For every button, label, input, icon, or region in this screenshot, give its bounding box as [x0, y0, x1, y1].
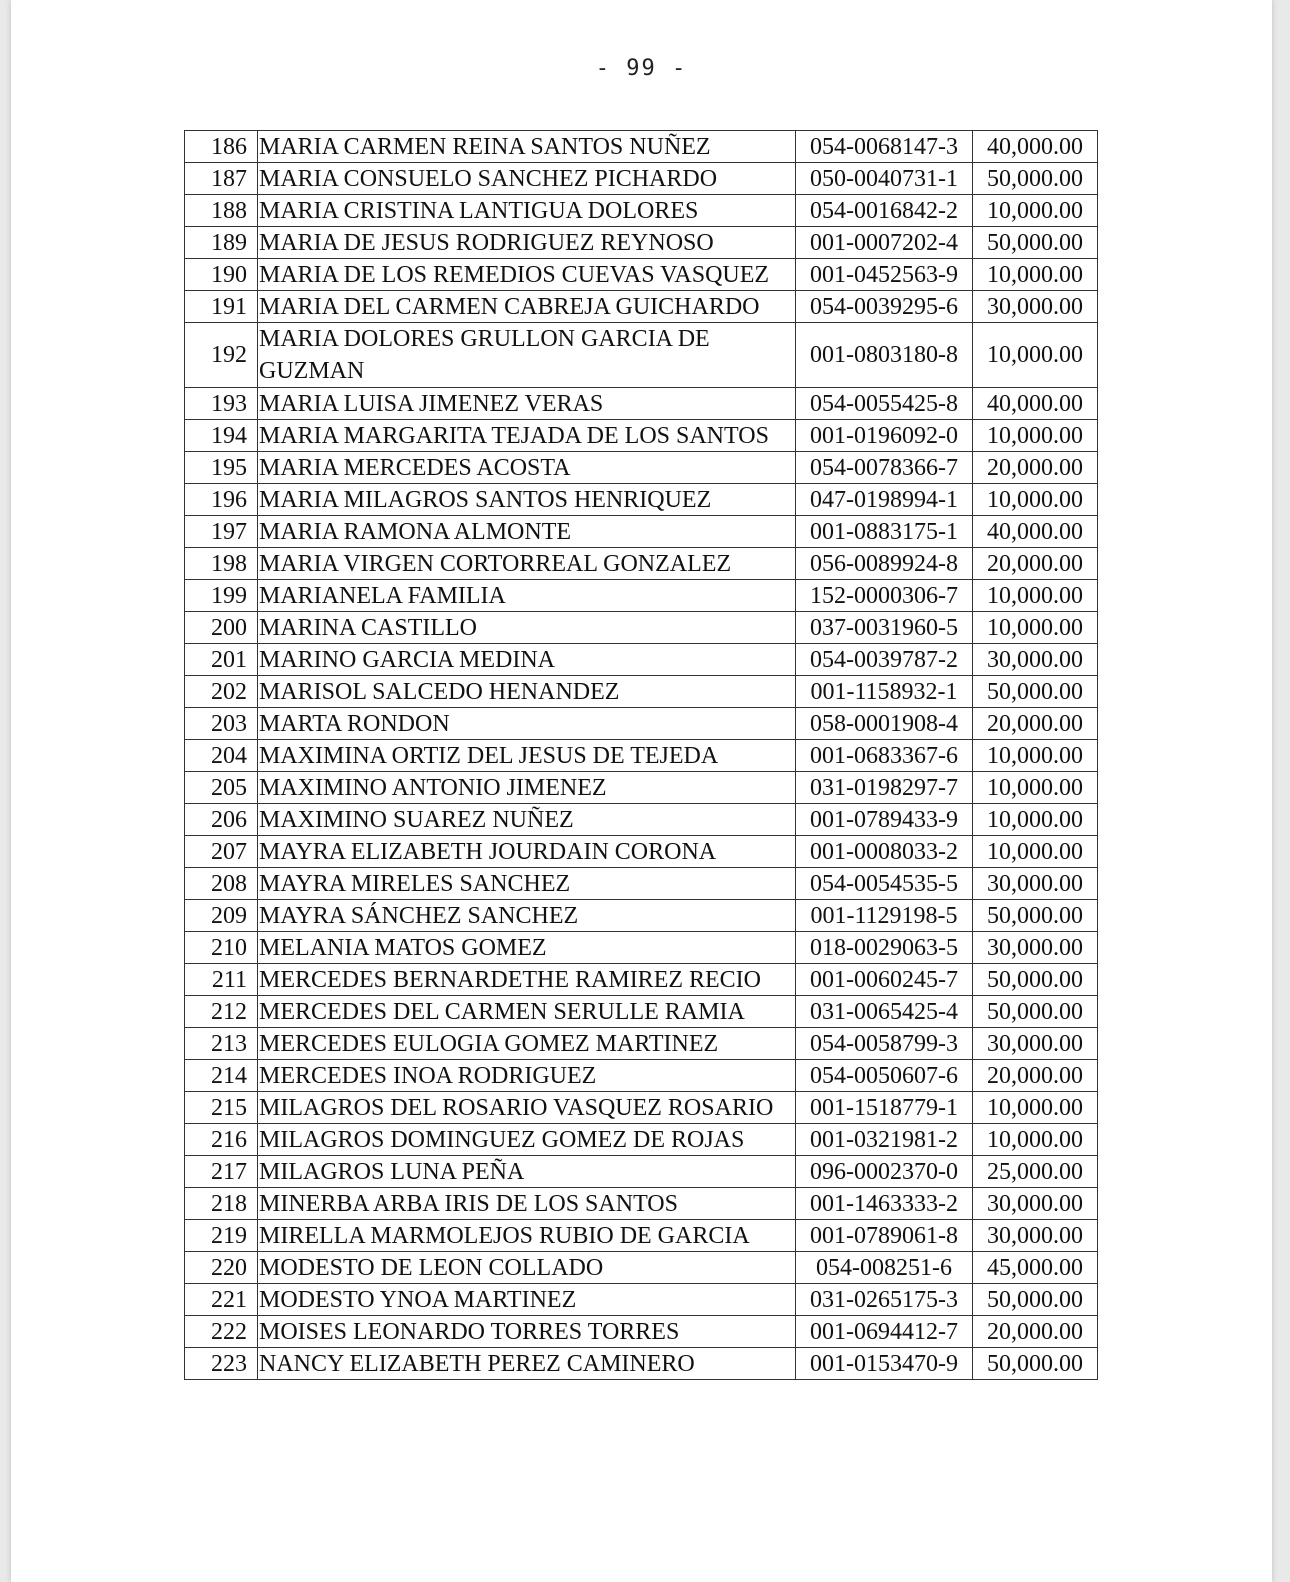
person-name: MARIA VIRGEN CORTORREAL GONZALEZ [258, 548, 796, 580]
row-number: 196 [185, 484, 258, 516]
row-number: 220 [185, 1252, 258, 1284]
amount: 30,000.00 [973, 868, 1098, 900]
row-number: 221 [185, 1284, 258, 1316]
row-number: 210 [185, 932, 258, 964]
amount: 50,000.00 [973, 996, 1098, 1028]
id-number: 001-0803180-8 [796, 323, 973, 388]
table-row [185, 740, 1098, 772]
amount: 40,000.00 [973, 388, 1098, 420]
id-number: 001-0060245-7 [796, 964, 973, 996]
amount: 10,000.00 [973, 612, 1098, 644]
row-number: 222 [185, 1316, 258, 1348]
person-name: MAXIMINA ORTIZ DEL JESUS DE TEJEDA [258, 740, 796, 772]
id-number: 054-0054535-5 [796, 868, 973, 900]
amount: 25,000.00 [973, 1156, 1098, 1188]
id-number: 001-1158932-1 [796, 676, 973, 708]
person-name: MARIA MARGARITA TEJADA DE LOS SANTOS [258, 420, 796, 452]
row-number: 201 [185, 644, 258, 676]
id-number: 001-0883175-1 [796, 516, 973, 548]
table-row [185, 1348, 1098, 1380]
person-name: MAXIMINO ANTONIO JIMENEZ [258, 772, 796, 804]
table-row [185, 708, 1098, 740]
id-number: 001-0007202-4 [796, 227, 973, 259]
amount: 50,000.00 [973, 1348, 1098, 1380]
row-number: 186 [185, 131, 258, 163]
amount: 10,000.00 [973, 484, 1098, 516]
table-row [185, 1252, 1098, 1284]
table-row [185, 484, 1098, 516]
amount: 30,000.00 [973, 1188, 1098, 1220]
amount: 50,000.00 [973, 1284, 1098, 1316]
person-name: MARIA CARMEN REINA SANTOS NUÑEZ [258, 131, 796, 163]
amount: 30,000.00 [973, 291, 1098, 323]
table-row [185, 163, 1098, 195]
table-row [185, 227, 1098, 259]
person-name: MARIA MERCEDES ACOSTA [258, 452, 796, 484]
table-row [185, 452, 1098, 484]
row-number: 188 [185, 195, 258, 227]
row-number: 216 [185, 1124, 258, 1156]
id-number: 096-0002370-0 [796, 1156, 973, 1188]
table-row [185, 836, 1098, 868]
person-name: MIRELLA MARMOLEJOS RUBIO DE GARCIA [258, 1220, 796, 1252]
id-number: 001-1129198-5 [796, 900, 973, 932]
person-name: MERCEDES INOA RODRIGUEZ [258, 1060, 796, 1092]
table-row [185, 388, 1098, 420]
amount: 50,000.00 [973, 227, 1098, 259]
id-number: 058-0001908-4 [796, 708, 973, 740]
row-number: 223 [185, 1348, 258, 1380]
id-number: 001-0694412-7 [796, 1316, 973, 1348]
person-name: MAXIMINO SUAREZ NUÑEZ [258, 804, 796, 836]
amount: 20,000.00 [973, 452, 1098, 484]
row-number: 194 [185, 420, 258, 452]
amount: 10,000.00 [973, 740, 1098, 772]
row-number: 198 [185, 548, 258, 580]
id-number: 001-1518779-1 [796, 1092, 973, 1124]
row-number: 192 [185, 323, 258, 388]
person-name: MOISES LEONARDO TORRES TORRES [258, 1316, 796, 1348]
id-number: 050-0040731-1 [796, 163, 973, 195]
row-number: 215 [185, 1092, 258, 1124]
row-number: 200 [185, 612, 258, 644]
person-name: MILAGROS LUNA PEÑA [258, 1156, 796, 1188]
person-name: MARINA CASTILLO [258, 612, 796, 644]
id-number: 054-0055425-8 [796, 388, 973, 420]
id-number: 054-0058799-3 [796, 1028, 973, 1060]
table-row [185, 1060, 1098, 1092]
person-name: MARIA RAMONA ALMONTE [258, 516, 796, 548]
amount: 30,000.00 [973, 932, 1098, 964]
row-number: 206 [185, 804, 258, 836]
amount: 10,000.00 [973, 259, 1098, 291]
person-name: MINERBA ARBA IRIS DE LOS SANTOS [258, 1188, 796, 1220]
row-number: 205 [185, 772, 258, 804]
person-name: MARIA CRISTINA LANTIGUA DOLORES [258, 195, 796, 227]
amount: 10,000.00 [973, 1124, 1098, 1156]
table-row [185, 1284, 1098, 1316]
id-number: 152-0000306-7 [796, 580, 973, 612]
person-name: MAYRA SÁNCHEZ SANCHEZ [258, 900, 796, 932]
id-number: 054-0050607-6 [796, 1060, 973, 1092]
row-number: 209 [185, 900, 258, 932]
amount: 30,000.00 [973, 1220, 1098, 1252]
person-name: MARTA RONDON [258, 708, 796, 740]
row-number: 204 [185, 740, 258, 772]
row-number: 218 [185, 1188, 258, 1220]
person-name: MELANIA MATOS GOMEZ [258, 932, 796, 964]
row-number: 191 [185, 291, 258, 323]
id-number: 031-0198297-7 [796, 772, 973, 804]
amount: 10,000.00 [973, 772, 1098, 804]
table-row [185, 804, 1098, 836]
person-name: MERCEDES EULOGIA GOMEZ MARTINEZ [258, 1028, 796, 1060]
row-number: 187 [185, 163, 258, 195]
person-name: MARIA DE LOS REMEDIOS CUEVAS VASQUEZ [258, 259, 796, 291]
person-name: MODESTO YNOA MARTINEZ [258, 1284, 796, 1316]
person-name: MARIANELA FAMILIA [258, 580, 796, 612]
table-row [185, 964, 1098, 996]
row-number: 219 [185, 1220, 258, 1252]
person-name: MARINO GARCIA MEDINA [258, 644, 796, 676]
amount: 20,000.00 [973, 1316, 1098, 1348]
person-name: MARIA CONSUELO SANCHEZ PICHARDO [258, 163, 796, 195]
table-row [185, 1156, 1098, 1188]
table-row [185, 420, 1098, 452]
id-number: 056-0089924-8 [796, 548, 973, 580]
id-number: 001-0452563-9 [796, 259, 973, 291]
amount: 10,000.00 [973, 1092, 1098, 1124]
id-number: 018-0029063-5 [796, 932, 973, 964]
table-row [185, 996, 1098, 1028]
person-name: MARIA DOLORES GRULLON GARCIA DE GUZMAN [258, 323, 796, 388]
amount: 50,000.00 [973, 900, 1098, 932]
id-number: 001-0789433-9 [796, 804, 973, 836]
person-name: MODESTO DE LEON COLLADO [258, 1252, 796, 1284]
amount: 50,000.00 [973, 676, 1098, 708]
table-row [185, 548, 1098, 580]
amount: 50,000.00 [973, 964, 1098, 996]
person-name: MARISOL SALCEDO HENANDEZ [258, 676, 796, 708]
amount: 50,000.00 [973, 163, 1098, 195]
id-number: 001-0789061-8 [796, 1220, 973, 1252]
person-name: MILAGROS DOMINGUEZ GOMEZ DE ROJAS [258, 1124, 796, 1156]
person-name: MARIA MILAGROS SANTOS HENRIQUEZ [258, 484, 796, 516]
amount: 20,000.00 [973, 1060, 1098, 1092]
row-number: 202 [185, 676, 258, 708]
amount: 40,000.00 [973, 516, 1098, 548]
id-number: 031-0065425-4 [796, 996, 973, 1028]
amount: 10,000.00 [973, 580, 1098, 612]
row-number: 213 [185, 1028, 258, 1060]
person-name: NANCY ELIZABETH PEREZ CAMINERO [258, 1348, 796, 1380]
id-number: 031-0265175-3 [796, 1284, 973, 1316]
amount: 30,000.00 [973, 1028, 1098, 1060]
id-number: 054-0078366-7 [796, 452, 973, 484]
table-row [185, 195, 1098, 227]
person-name: MILAGROS DEL ROSARIO VASQUEZ ROSARIO [258, 1092, 796, 1124]
amount: 40,000.00 [973, 131, 1098, 163]
row-number: 212 [185, 996, 258, 1028]
table-row [185, 612, 1098, 644]
table-row [185, 1092, 1098, 1124]
id-number: 054-0039787-2 [796, 644, 973, 676]
person-name: MERCEDES DEL CARMEN SERULLE RAMIA [258, 996, 796, 1028]
row-number: 193 [185, 388, 258, 420]
id-number: 054-0016842-2 [796, 195, 973, 227]
person-name: MAYRA ELIZABETH JOURDAIN CORONA [258, 836, 796, 868]
amount: 10,000.00 [973, 804, 1098, 836]
person-name: MARIA LUISA JIMENEZ VERAS [258, 388, 796, 420]
table-row [185, 259, 1098, 291]
row-number: 214 [185, 1060, 258, 1092]
table-body [185, 131, 1098, 1380]
table-row [185, 1124, 1098, 1156]
id-number: 001-0321981-2 [796, 1124, 973, 1156]
amount: 10,000.00 [973, 420, 1098, 452]
id-number: 001-0196092-0 [796, 420, 973, 452]
id-number: 001-1463333-2 [796, 1188, 973, 1220]
table-row [185, 1028, 1098, 1060]
id-number: 054-0039295-6 [796, 291, 973, 323]
id-number: 054-008251-6 [796, 1252, 973, 1284]
amount: 45,000.00 [973, 1252, 1098, 1284]
row-number: 217 [185, 1156, 258, 1188]
id-number: 001-0008033-2 [796, 836, 973, 868]
document-page [11, 0, 1272, 1582]
table-row [185, 868, 1098, 900]
person-name: MERCEDES BERNARDETHE RAMIREZ RECIO [258, 964, 796, 996]
row-number: 208 [185, 868, 258, 900]
table-row [185, 900, 1098, 932]
table-row [185, 1316, 1098, 1348]
table-row [185, 772, 1098, 804]
page-number: - 99 - [595, 56, 688, 81]
table-row [185, 323, 1098, 388]
amount: 10,000.00 [973, 323, 1098, 388]
row-number: 189 [185, 227, 258, 259]
id-number: 037-0031960-5 [796, 612, 973, 644]
row-number: 190 [185, 259, 258, 291]
row-number: 211 [185, 964, 258, 996]
person-name: MARIA DE JESUS RODRIGUEZ REYNOSO [258, 227, 796, 259]
id-number: 001-0153470-9 [796, 1348, 973, 1380]
row-number: 203 [185, 708, 258, 740]
table-row [185, 644, 1098, 676]
amount: 10,000.00 [973, 836, 1098, 868]
row-number: 199 [185, 580, 258, 612]
table-row [185, 580, 1098, 612]
row-number: 195 [185, 452, 258, 484]
table-row [185, 932, 1098, 964]
amount: 20,000.00 [973, 708, 1098, 740]
id-number: 054-0068147-3 [796, 131, 973, 163]
table-row [185, 1188, 1098, 1220]
beneficiary-table [184, 130, 1098, 1380]
row-number: 197 [185, 516, 258, 548]
id-number: 001-0683367-6 [796, 740, 973, 772]
row-number: 207 [185, 836, 258, 868]
table-row [185, 131, 1098, 163]
table-row [185, 516, 1098, 548]
amount: 20,000.00 [973, 548, 1098, 580]
table-row [185, 676, 1098, 708]
person-name: MARIA DEL CARMEN CABREJA GUICHARDO [258, 291, 796, 323]
person-name: MAYRA MIRELES SANCHEZ [258, 868, 796, 900]
amount: 10,000.00 [973, 195, 1098, 227]
amount: 30,000.00 [973, 644, 1098, 676]
table-row [185, 1220, 1098, 1252]
id-number: 047-0198994-1 [796, 484, 973, 516]
table-row [185, 291, 1098, 323]
